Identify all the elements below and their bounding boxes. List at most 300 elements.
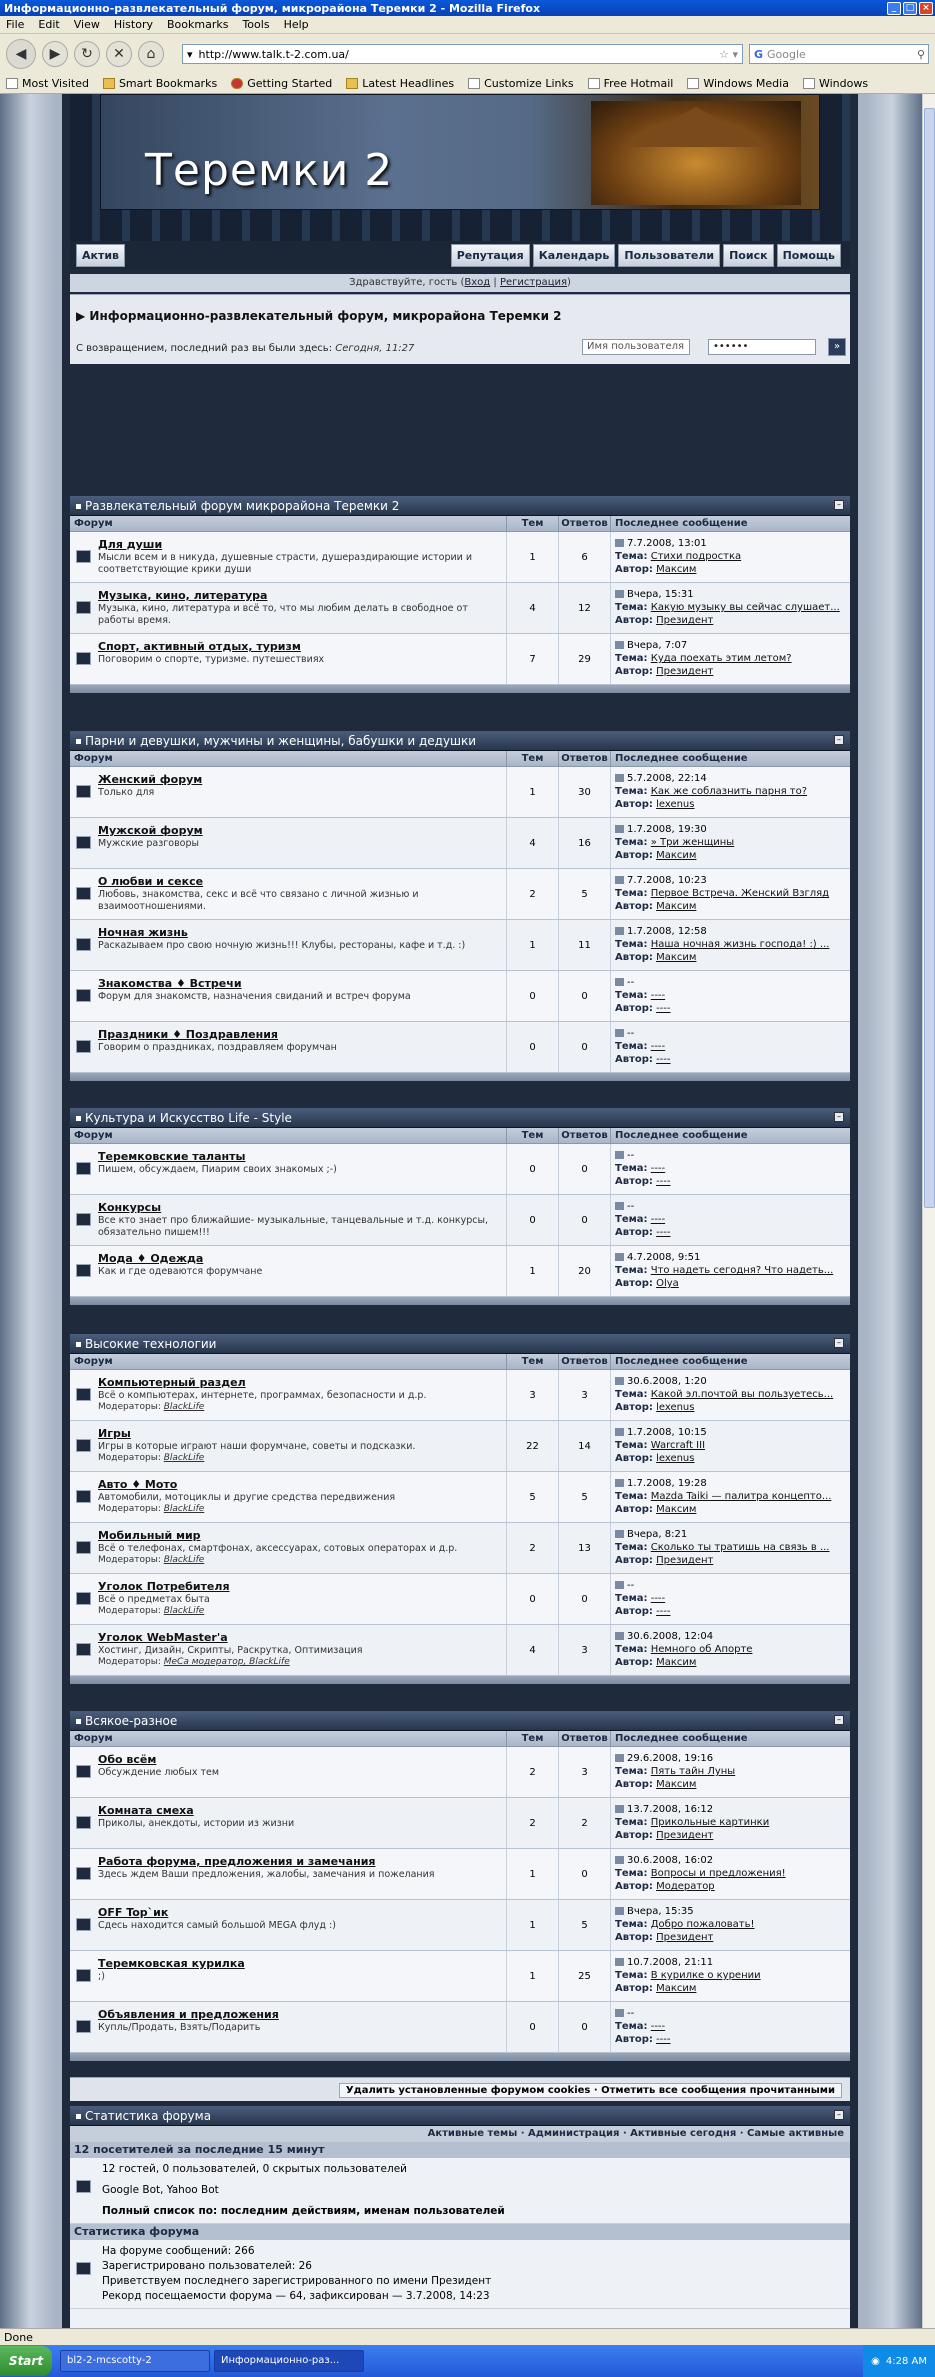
menu-history[interactable]: History: [113, 18, 153, 31]
column-headers: Форум Тем Ответов Последнее сообщение: [70, 1731, 850, 1747]
bots-line: Google Bot, Yahoo Bot: [102, 2184, 219, 2196]
post-icon[interactable]: [615, 876, 624, 884]
bookmark-latest-headlines[interactable]: Latest Headlines: [346, 77, 454, 90]
bookmark-customize-links[interactable]: Customize Links: [468, 77, 574, 90]
forum-description: Приколы, анекдоты, истории из жизни: [98, 1818, 295, 1829]
last-author-link[interactable]: ----: [656, 2034, 671, 2045]
forum-description: Всё о предметах быта: [98, 1594, 210, 1605]
last-author-link[interactable]: Модератор: [656, 1881, 715, 1892]
bookmark-star-icon[interactable]: ☆ ▾: [719, 47, 738, 61]
back-arrow-icon: ◀: [15, 46, 27, 62]
last-post: 1.7.2008, 10:15 Тема: Warcraft III Автор: lexenus: [610, 1421, 850, 1471]
house-illustration: [591, 101, 801, 205]
back-button[interactable]: [6, 39, 36, 69]
reply-count: 6: [558, 532, 610, 582]
home-button[interactable]: [138, 41, 164, 67]
last-post: -- Тема: ---- Автор: ----: [610, 971, 850, 1021]
last-author-link[interactable]: Президент: [656, 666, 714, 677]
bookmark-windows-media[interactable]: Windows Media: [687, 77, 789, 90]
post-icon[interactable]: [615, 1530, 624, 1538]
forum-link[interactable]: Спорт, активный отдых, туризм: [98, 640, 301, 653]
forum-description: Сдесь находится самый большой MEGA флуд :): [98, 1920, 336, 1931]
last-topic-link[interactable]: ----: [650, 1163, 666, 1174]
reply-count: 12: [558, 583, 610, 633]
forum-status-icon: [76, 1213, 91, 1226]
last-author-link[interactable]: ----: [656, 1606, 671, 1617]
column-headers: Форум Тем Ответов Последнее сообщение: [70, 1128, 850, 1144]
forum-status-icon: [76, 1040, 91, 1053]
last-topic-link[interactable]: Сколько ты тратишь на связь в ...: [650, 1542, 830, 1553]
topic-count: 0: [506, 1195, 558, 1245]
last-author-link[interactable]: Максим: [656, 1779, 697, 1790]
last-author-link[interactable]: lexenus: [656, 1402, 695, 1413]
forum-status-icon: [76, 550, 91, 563]
post-icon[interactable]: [615, 1253, 624, 1261]
reply-count: 30: [558, 767, 610, 817]
post-icon[interactable]: [615, 539, 624, 547]
forum-link[interactable]: Мода ♦ Одежда: [98, 1252, 204, 1265]
forum-status-icon: [76, 887, 91, 900]
forum-description: Здесь ждем Ваши предложения, жалобы, замечания и пожелания: [98, 1869, 435, 1880]
forum-link[interactable]: Объявления и предложения: [98, 2008, 279, 2021]
stats-section: [70, 2106, 850, 2336]
system-tray: [863, 2345, 935, 2377]
bookmarks-toolbar: [0, 74, 935, 94]
last-topic-link[interactable]: Вопросы и предложения!: [650, 1868, 786, 1879]
site-logo[interactable]: Теремки 2: [145, 145, 394, 196]
forum-link[interactable]: Женский форум: [98, 773, 203, 786]
last-post: 1.7.2008, 19:28 Тема: Mazda Taiki — палитра концепто... Автор: Максим: [610, 1472, 850, 1522]
last-post: -- Тема: ---- Автор: ----: [610, 1574, 850, 1624]
reply-count: 0: [558, 971, 610, 1021]
last-topic-link[interactable]: » Три женщины: [650, 837, 735, 848]
task-item-2[interactable]: Информационно-раз...: [214, 2350, 364, 2372]
post-icon[interactable]: [615, 1958, 624, 1966]
online-line: 12 гостей, 0 пользователей, 0 скрытых пользователей: [102, 2163, 408, 2175]
forum-status-icon: [76, 989, 91, 1002]
collapse-icon[interactable]: –: [834, 1338, 844, 1348]
topic-count: 2: [506, 1747, 558, 1797]
forum-description: Обсуждение любых тем: [98, 1767, 220, 1778]
category-title[interactable]: Развлекательный форум микрорайона Теремки 2 –: [70, 496, 850, 516]
forum-row: [70, 1370, 850, 1421]
reply-count: 0: [558, 1022, 610, 1072]
post-icon[interactable]: [615, 1856, 624, 1864]
last-post: -- Тема: ---- Автор: ----: [610, 2002, 850, 2052]
post-icon[interactable]: [615, 641, 624, 649]
collapse-icon[interactable]: –: [834, 2110, 844, 2120]
search-icon[interactable]: ⚲: [916, 47, 925, 61]
welcome-last-user: Приветствуем последнего зарегистрированного по имени Президент: [102, 2275, 492, 2287]
reload-button[interactable]: [74, 41, 100, 67]
post-icon[interactable]: [615, 1754, 624, 1762]
header-banner: [100, 94, 820, 210]
category-1: [70, 731, 850, 1081]
forum-link[interactable]: Теремковские таланты: [98, 1150, 246, 1163]
last-post: 10.7.2008, 21:11 Тема: В курилке о курении Автор: Максим: [610, 1951, 850, 2001]
forum-description: Мужские разговоры: [98, 838, 200, 849]
post-icon[interactable]: [615, 774, 624, 782]
forum-link[interactable]: OFF Top`ик: [98, 1906, 169, 1919]
last-author-link[interactable]: Максим: [656, 952, 697, 963]
forum-description: Как и где одеваются форумчане: [98, 1266, 263, 1277]
taskbar: [0, 2345, 935, 2377]
collapse-icon[interactable]: –: [834, 1715, 844, 1725]
forum-frame: [62, 94, 858, 2328]
collapse-icon[interactable]: –: [834, 735, 844, 745]
arrow-icon: ▶: [76, 309, 90, 323]
forum-status-icon: [76, 1388, 91, 1401]
topic-count: 1: [506, 1849, 558, 1899]
category-2: [70, 1108, 850, 1305]
topic-count: 4: [506, 818, 558, 868]
bookmark-getting-started[interactable]: Getting Started: [231, 77, 332, 90]
last-post: 4.7.2008, 9:51 Тема: Что надеть сегодня? Что надеть... Автор: Olya: [610, 1246, 850, 1296]
last-topic-link[interactable]: В курилке о курении: [650, 1970, 761, 1981]
last-topic-link[interactable]: ----: [650, 1593, 666, 1604]
password-input[interactable]: ••••••: [708, 339, 816, 355]
minimize-button[interactable]: _: [887, 2, 901, 15]
post-icon[interactable]: [615, 1202, 624, 1210]
online-title: 12 посетителей за последние 15 минут: [70, 2142, 850, 2158]
topic-count: 1: [506, 1951, 558, 2001]
stop-button[interactable]: [106, 41, 132, 67]
menu-edit[interactable]: Edit: [38, 18, 60, 31]
post-icon[interactable]: [615, 978, 624, 986]
forum-row: [70, 1022, 850, 1073]
forum-link[interactable]: Комната смеха: [98, 1804, 194, 1817]
last-author-link[interactable]: lexenus: [656, 799, 695, 810]
bookmark-most-visited[interactable]: Most Visited: [6, 77, 89, 90]
last-topic-link[interactable]: Пять тайн Луны: [650, 1766, 736, 1777]
window-titlebar: [0, 0, 935, 16]
topic-count: 0: [506, 1022, 558, 1072]
reply-count: 0: [558, 1574, 610, 1624]
forum-description: Все кто знает про ближайшие- музыкальные, танцевальные и т.д. конкурсы, обязательно пишем!!!: [98, 1215, 489, 1238]
post-icon[interactable]: [615, 1151, 624, 1159]
post-icon[interactable]: [615, 1632, 624, 1640]
forum-status-icon: [76, 1816, 91, 1829]
category-title[interactable]: Высокие технологии –: [70, 1334, 850, 1354]
forum-row: [70, 1195, 850, 1246]
last-author-link[interactable]: Президент: [656, 1932, 714, 1943]
post-icon[interactable]: [615, 2009, 624, 2017]
post-icon[interactable]: [615, 1377, 624, 1385]
post-icon[interactable]: [615, 825, 624, 833]
window-title: Информационно-развлекательный форум, микрорайона Теремки 2 - Mozilla Firefox: [4, 1, 541, 15]
moderator-link[interactable]: BlackLife: [163, 1402, 205, 1412]
firefox-icon: [231, 78, 243, 89]
page-icon: [687, 78, 699, 89]
reply-count: 29: [558, 634, 610, 684]
post-icon[interactable]: [615, 1479, 624, 1487]
reply-count: 25: [558, 1951, 610, 2001]
bookmark-smart[interactable]: Smart Bookmarks: [103, 77, 217, 90]
forum-row: [70, 532, 850, 583]
reply-count: 3: [558, 1625, 610, 1675]
category-title[interactable]: Парни и девушки, мужчины и женщины, бабушки и дедушки –: [70, 731, 850, 751]
clock: 4:28 AM: [885, 2355, 927, 2367]
topic-count: 3: [506, 1370, 558, 1420]
login-submit-button[interactable]: »: [828, 338, 846, 356]
cookie-bar: [70, 2077, 850, 2101]
last-topic-link[interactable]: ----: [650, 1041, 666, 1052]
close-button[interactable]: ×: [919, 2, 933, 15]
intro-box: [70, 294, 850, 364]
forum-row: [70, 583, 850, 634]
last-post: -- Тема: ---- Автор: ----: [610, 1022, 850, 1072]
post-icon[interactable]: [615, 590, 624, 598]
post-icon[interactable]: [615, 1907, 624, 1915]
forum-link[interactable]: Уголок Потребителя: [98, 1580, 230, 1593]
last-post: 5.7.2008, 22:14 Тема: Как же соблазнить парня то? Автор: lexenus: [610, 767, 850, 817]
last-author-link[interactable]: Максим: [656, 850, 697, 861]
forum-moderators: Модераторы: BlackLife: [98, 1555, 205, 1565]
forum-link[interactable]: Музыка, кино, литература: [98, 589, 268, 602]
last-topic-link[interactable]: Куда поехать этим летом?: [650, 653, 792, 664]
forum-row: [70, 1747, 850, 1798]
forum-link[interactable]: О любви и сексе: [98, 875, 204, 888]
nav-calendar[interactable]: Календарь: [533, 244, 616, 267]
collapse-icon[interactable]: –: [834, 500, 844, 510]
post-icon[interactable]: [615, 927, 624, 935]
folder-icon: [103, 78, 115, 89]
last-post: 30.6.2008, 16:02 Тема: Вопросы и предложения! Автор: Модератор: [610, 1849, 850, 1899]
forum-link[interactable]: Уголок WebMaster'a: [98, 1631, 228, 1644]
page-icon: [6, 78, 18, 89]
forum-status-icon: [76, 1541, 91, 1554]
forum-link[interactable]: Для души: [98, 538, 163, 551]
scrollbar-thumb[interactable]: [924, 108, 935, 1208]
forum-row: [70, 1421, 850, 1472]
last-topic-link[interactable]: ----: [650, 1214, 666, 1225]
forum-status-icon: [76, 1765, 91, 1778]
forum-description: Раскazываем про свою ночную жизнь!!! Клубы, рестораны, кафе и т.д. :): [98, 940, 466, 951]
menu-bookmarks[interactable]: Bookmarks: [166, 18, 229, 31]
forum-row: [70, 2002, 850, 2053]
forum-link[interactable]: Компьютерный раздел: [98, 1376, 246, 1389]
bookmark-free-hotmail[interactable]: Free Hotmail: [588, 77, 674, 90]
forum-status-icon: [76, 652, 91, 665]
category-4: [70, 1711, 850, 2061]
last-topic-link[interactable]: Какую музыку вы сейчас слушает...: [650, 602, 840, 613]
welcome-bar: Здравствуйте, гость (Вход | Регистрация): [70, 274, 850, 292]
post-icon[interactable]: [615, 1581, 624, 1589]
reply-count: 2: [558, 1798, 610, 1848]
forum-link[interactable]: Ночная жизнь: [98, 926, 188, 939]
start-button[interactable]: Start: [0, 2346, 52, 2376]
last-author-link[interactable]: Президент: [656, 615, 714, 626]
forum-row: [70, 1951, 850, 2002]
column-headers: Форум Тем Ответов Последнее сообщение: [70, 1354, 850, 1370]
full-list[interactable]: Полный список по: последним действиям, именам пользователей: [102, 2205, 505, 2217]
last-author-link[interactable]: ----: [656, 1003, 671, 1014]
reply-count: 5: [558, 869, 610, 919]
post-icon[interactable]: [615, 1029, 624, 1037]
stats-links[interactable]: Активные темы · Администрация · Активные сегодня · Самые активные: [70, 2126, 850, 2142]
forum-status-icon: [76, 2020, 91, 2033]
maximize-button[interactable]: □: [903, 2, 917, 15]
forum-link[interactable]: Праздники ♦ Поздравления: [98, 1028, 278, 1041]
forum-description: Автомобили, мотоциклы и другие средства передвижения: [98, 1492, 396, 1503]
reply-count: 5: [558, 1472, 610, 1522]
nav-active[interactable]: Актив: [76, 244, 125, 267]
register-link[interactable]: Регистрация: [499, 277, 568, 288]
forum-status-icon: [76, 1969, 91, 1982]
forum-moderators: Модераторы: BlackLife: [98, 1453, 205, 1463]
last-author-link[interactable]: ----: [656, 1054, 671, 1065]
category-title[interactable]: Культура и Искусство Life - Style –: [70, 1108, 850, 1128]
last-topic-link[interactable]: Стихи подростка: [650, 551, 742, 562]
menu-tools[interactable]: Tools: [242, 18, 270, 31]
topic-count: 0: [506, 1574, 558, 1624]
search-box[interactable]: [749, 44, 929, 64]
last-author-link[interactable]: Президент: [656, 1555, 714, 1566]
login-link[interactable]: Вход: [464, 277, 491, 288]
last-author-link[interactable]: Максим: [656, 564, 697, 575]
users-count: Зарегистрировано пользователей: 26: [102, 2260, 312, 2272]
last-author-link[interactable]: ----: [656, 1176, 671, 1187]
forum-link[interactable]: Авто ♦ Мото: [98, 1478, 178, 1491]
forum-status-icon: [76, 1439, 91, 1452]
last-topic-link[interactable]: Mazda Taiki — палитра концепто...: [650, 1491, 832, 1502]
last-author-link[interactable]: Максим: [656, 1983, 697, 1994]
forum-status-icon: [76, 601, 91, 614]
last-post: 29.6.2008, 19:16 Тема: Пять тайн Луны Автор: Максим: [610, 1747, 850, 1797]
topic-count: 0: [506, 1144, 558, 1194]
tray-icon[interactable]: ◉: [871, 2355, 880, 2367]
forum-moderators: Модераторы: MeCa модератор, BlackLife: [98, 1657, 290, 1667]
forum-row: [70, 1144, 850, 1195]
forum-description: Мысли всем и в никуда, душевные страсти, душераздирающие истории и соответствующие крики души: [98, 552, 473, 575]
post-icon[interactable]: [615, 1428, 624, 1436]
moderator-link[interactable]: BlackLife: [163, 1504, 205, 1514]
forum-link[interactable]: Знакомства ♦ Встречи: [98, 977, 242, 990]
moderator-link[interactable]: BlackLife: [163, 1555, 205, 1565]
forum-row: [70, 1574, 850, 1625]
menu-file[interactable]: File: [6, 18, 25, 31]
forum-row: [70, 1523, 850, 1574]
forum-link[interactable]: Конкурсы: [98, 1201, 162, 1214]
forum-description: Пишем, обсуждаем, Пиарим своих знакомых ;-): [98, 1164, 337, 1175]
roof-shape: [621, 107, 771, 147]
last-author-link[interactable]: Максим: [656, 1657, 697, 1668]
forum-link[interactable]: Обо всём: [98, 1753, 157, 1766]
bookmark-windows[interactable]: Windows: [803, 77, 868, 90]
last-post: Вчера, 15:31 Тема: Какую музыку вы сейчас слушает... Автор: Президент: [610, 583, 850, 633]
last-post: 13.7.2008, 16:12 Тема: Прикольные картинки Автор: Президент: [610, 1798, 850, 1848]
last-topic-link[interactable]: Warcraft III: [650, 1440, 706, 1451]
topic-count: 2: [506, 869, 558, 919]
forum-row: [70, 1798, 850, 1849]
topic-count: 1: [506, 532, 558, 582]
last-post: 1.7.2008, 19:30 Тема: » Три женщины Автор: Максим: [610, 818, 850, 868]
moderator-link[interactable]: BlackLife: [163, 1453, 205, 1463]
vertical-scrollbar[interactable]: [922, 94, 935, 2328]
forum-link[interactable]: Теремковская курилка: [98, 1957, 245, 1970]
forum-row: [70, 1900, 850, 1951]
url-text: http://www.talk.t-2.com.ua/: [198, 47, 349, 61]
last-author-link[interactable]: ----: [656, 1227, 671, 1238]
url-bar[interactable]: [182, 44, 743, 64]
nav-help[interactable]: Помощь: [777, 244, 841, 267]
moderator-link[interactable]: BlackLife: [163, 1606, 205, 1616]
collapse-icon[interactable]: –: [834, 1112, 844, 1122]
forum-description: Игры в которые играют наши форумчане, советы и подсказки.: [98, 1441, 416, 1452]
category-title[interactable]: Всякое-разное –: [70, 1711, 850, 1731]
posts-count: На форуме сообщений: 266: [102, 2245, 255, 2257]
username-input[interactable]: Имя пользователя: [582, 339, 690, 355]
topic-count: 1: [506, 767, 558, 817]
forward-button[interactable]: [42, 41, 68, 67]
forum-row: [70, 634, 850, 685]
topic-count: 0: [506, 971, 558, 1021]
forum-link[interactable]: Работа форума, предложения и замечания: [98, 1855, 376, 1868]
site-header: [70, 94, 850, 241]
last-author-link[interactable]: Президент: [656, 1830, 714, 1841]
last-topic-link[interactable]: Какой эл.почтой вы пользуетесь...: [650, 1389, 834, 1400]
forum-link[interactable]: Мужской форум: [98, 824, 203, 837]
last-topic-link[interactable]: Прикольные картинки: [650, 1817, 770, 1828]
home-icon: ⌂: [146, 46, 156, 62]
forum-description: Хостинг, Дизайн, Скрипты, Раскрутка, Оптимизация: [98, 1645, 363, 1656]
cookie-links[interactable]: Удалить установленные форумом cookies · Отметить все сообщения прочитанными: [339, 2083, 842, 2098]
last-topic-link[interactable]: Как же соблазнить парня то?: [650, 786, 808, 797]
last-post: Вчера, 8:21 Тема: Сколько ты тратишь на связь в ... Автор: Президент: [610, 1523, 850, 1573]
forum-description: ;): [98, 1971, 105, 1982]
post-icon[interactable]: [615, 1805, 624, 1813]
nav-search[interactable]: Поиск: [723, 244, 773, 267]
reply-count: 11: [558, 920, 610, 970]
stats-title: Статистика форума –: [70, 2106, 850, 2126]
menu-view[interactable]: View: [73, 18, 100, 31]
topic-count: 1: [506, 920, 558, 970]
forum-row: [70, 971, 850, 1022]
menu-help[interactable]: Help: [283, 18, 309, 31]
last-topic-link[interactable]: Немного об Апорте: [650, 1644, 753, 1655]
reply-count: 3: [558, 1747, 610, 1797]
forum-row: [70, 1246, 850, 1297]
last-post: Вчера, 7:07 Тема: Куда поехать этим летом? Автор: Президент: [610, 634, 850, 684]
last-topic-link[interactable]: Добро пожаловать!: [650, 1919, 755, 1930]
last-topic-link[interactable]: Что надеть сегодня? Что надеть...: [650, 1265, 834, 1276]
last-topic-link[interactable]: ----: [650, 2021, 666, 2032]
forum-moderators: Модераторы: BlackLife: [98, 1402, 205, 1412]
last-topic-link[interactable]: ----: [650, 990, 666, 1001]
last-author-link[interactable]: lexenus: [656, 1453, 695, 1464]
nav-users[interactable]: Пользователи: [618, 244, 720, 267]
forum-navbar: [70, 241, 850, 269]
task-item-1[interactable]: bl2-2-mcscotty-2: [60, 2350, 210, 2372]
last-post: -- Тема: ---- Автор: ----: [610, 1144, 850, 1194]
moderator-link[interactable]: MeCa модератор, BlackLife: [163, 1657, 290, 1667]
last-author-link[interactable]: Olya: [656, 1278, 679, 1289]
last-topic-link[interactable]: Первое Встреча. Женский Взгляд: [650, 888, 830, 899]
nav-reputation[interactable]: Репутация: [451, 244, 530, 267]
last-post: Вчера, 15:35 Тема: Добро пожаловать! Автор: Президент: [610, 1900, 850, 1950]
forum-link[interactable]: Игры: [98, 1427, 131, 1440]
forum-moderators: Модераторы: BlackLife: [98, 1606, 205, 1616]
last-author-link[interactable]: Максим: [656, 1504, 697, 1515]
menubar: [0, 16, 935, 34]
reply-count: 0: [558, 1195, 610, 1245]
last-topic-link[interactable]: Наша ночная жизнь господа! :) ...: [650, 939, 830, 950]
last-post: 30.6.2008, 1:20 Тема: Какой эл.почтой вы пользуетесь... Автор: lexenus: [610, 1370, 850, 1420]
forum-link[interactable]: Мобильный мир: [98, 1529, 201, 1542]
last-author-link[interactable]: Максим: [656, 901, 697, 912]
topic-count: 2: [506, 1798, 558, 1848]
forum-description: Музыка, кино, литература и всё то, что мы любим делать в свободное от работы время.: [98, 603, 468, 626]
